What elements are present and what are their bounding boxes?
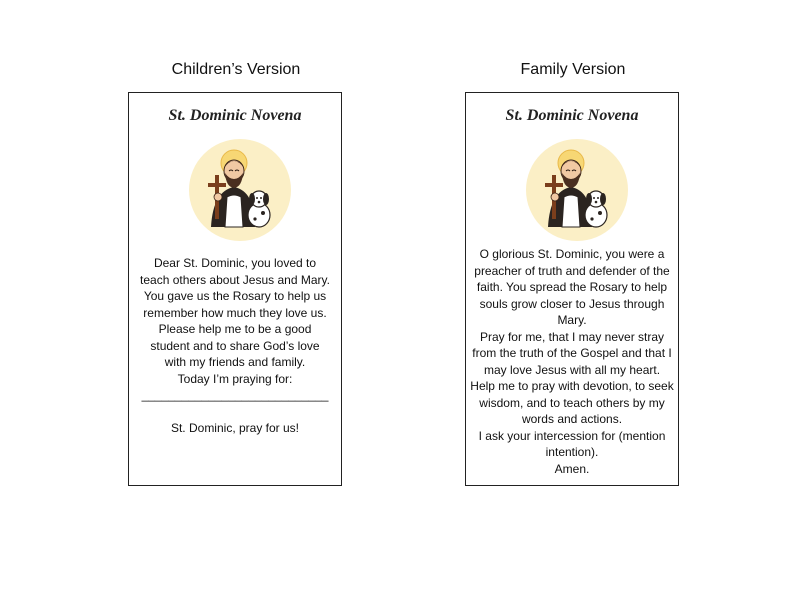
children-prayer-text — [129, 255, 341, 436]
prayer-line: from the truth of the Gospel and that I — [472, 346, 672, 360]
prayer-line: Please help me to be a good — [158, 322, 312, 336]
prayer-line: You gave us the Rosary to help us — [143, 289, 327, 303]
prayer-closing: St. Dominic, pray for us! — [170, 420, 300, 435]
prayer-line: Mary. — [557, 313, 587, 327]
prayer-line: may love Jesus with all my heart. — [483, 362, 661, 377]
prayer-line: wisdom, and to teach others by my — [479, 395, 665, 410]
card-title: St. Dominic Novena — [168, 107, 302, 124]
prayer-line: O glorious St. Dominic, you were a — [479, 247, 665, 261]
prayer-line: Today I’m praying for: — [177, 371, 293, 386]
prayer-line: student and to share God’s love — [150, 338, 320, 353]
children-prayer-card — [128, 92, 342, 486]
prayer-line: with my friends and family. — [164, 355, 306, 369]
children-version-heading: Children’s Version — [171, 61, 301, 78]
family-prayer-card — [465, 92, 679, 486]
saint-dominic-icon — [526, 139, 628, 241]
prayer-closing: Amen. — [554, 461, 590, 476]
prayer-line: intention). — [545, 445, 599, 459]
prayer-line: faith. You spread the Rosary to help — [476, 280, 668, 294]
prayer-line: preacher of truth and defender of the — [474, 263, 670, 278]
prayer-line: souls grow closer to Jesus through — [479, 296, 665, 311]
card-title: St. Dominic Novena — [505, 107, 639, 124]
prayer-line: I ask your intercession for (mention — [478, 428, 666, 443]
prayer-line: teach others about Jesus and Mary. — [140, 272, 330, 287]
prayer-line: Help me to pray with devotion, to seek — [470, 379, 674, 393]
prayer-line: remember how much they love us. — [143, 305, 327, 320]
prayer-line: Pray for me, that I may never stray — [479, 329, 665, 344]
prayer-line: Dear St. Dominic, you loved to — [153, 256, 317, 270]
family-prayer-text — [466, 246, 678, 477]
saint-dominic-icon — [189, 139, 291, 241]
prayer-line: words and actions. — [521, 412, 623, 426]
family-version-heading: Family Version — [520, 61, 626, 78]
intention-blank-line: ____________________________ — [141, 388, 329, 402]
